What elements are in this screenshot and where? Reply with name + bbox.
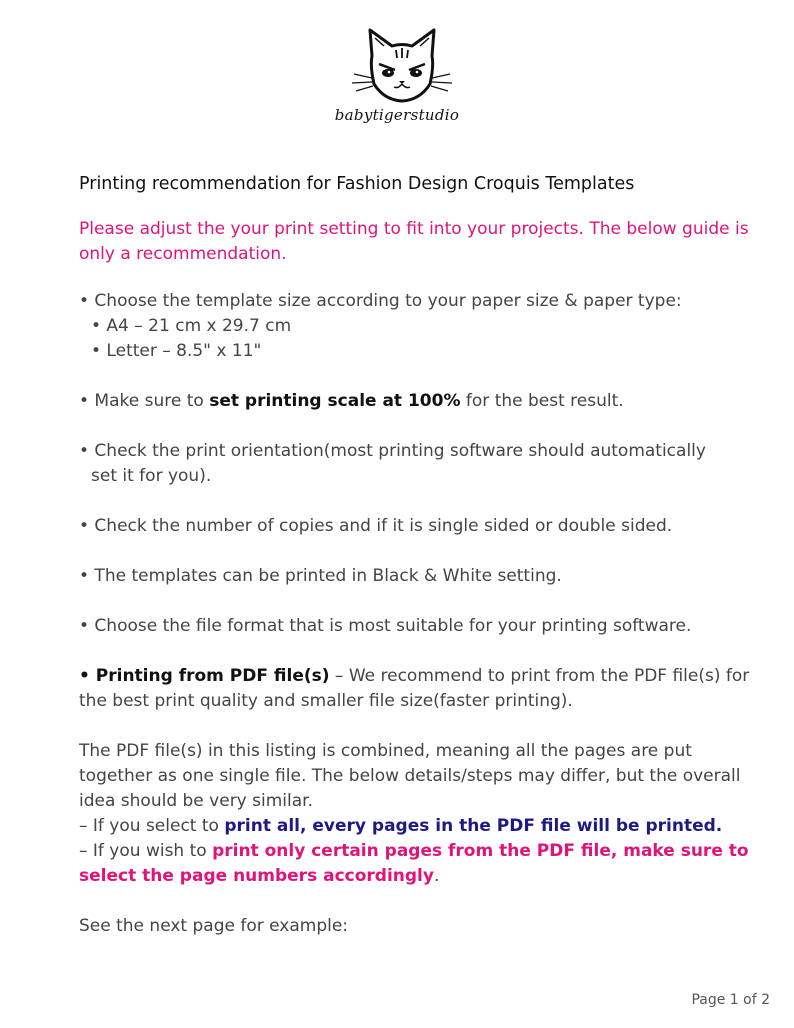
certain-pages-post: . xyxy=(433,866,440,886)
orientation-bullet-line1: • Check the print orientation(most printing software should automatically xyxy=(79,441,706,461)
format-section xyxy=(79,614,759,639)
scale-bullet xyxy=(79,389,759,414)
pdf-info-section xyxy=(79,739,759,889)
size-letter-item: • Letter – 8.5" x 11" xyxy=(91,341,262,361)
certain-pages-pre: – If you wish to xyxy=(79,841,213,861)
orientation-section xyxy=(79,439,759,489)
document-body xyxy=(79,172,759,939)
pdf-bullet xyxy=(79,664,759,714)
size-a4-item: • A4 – 21 cm x 29.7 cm xyxy=(91,316,292,336)
format-bullet: • Choose the file format that is most suitable for your printing software. xyxy=(79,616,692,636)
cat-face-icon xyxy=(332,26,472,106)
print-all-emphasis: print all, every pages in the PDF file will be printed. xyxy=(224,816,723,836)
scale-emphasis: set printing scale at 100% xyxy=(209,391,461,411)
copies-bullet: • Check the number of copies and if it is single sided or double sided. xyxy=(79,516,673,536)
print-all-note xyxy=(79,814,759,839)
pdf-combined-paragraph: The PDF file(s) in this listing is combined, meaning all the pages are put together as one single file. The below details/steps may differ, but the overall idea should be very similar. xyxy=(79,741,741,811)
scale-post-text: for the best result. xyxy=(460,391,624,411)
scale-pre-text: • Make sure to xyxy=(79,391,210,411)
certain-pages-note xyxy=(79,839,759,889)
intro-note: Please adjust the your print setting to fit into your projects. The below guide is only a recommendation. xyxy=(79,219,749,264)
template-size-bullet: • Choose the template size according to your paper size & paper type: xyxy=(79,291,682,311)
bw-bullet: • The templates can be printed in Black & White setting. xyxy=(79,566,562,586)
copies-section xyxy=(79,514,759,539)
certain-pages-emphasis: print only certain pages from the PDF file, make sure to select the page numbers accordingly xyxy=(79,841,749,886)
scale-section xyxy=(79,389,759,414)
orientation-bullet-line2: set it for you). xyxy=(91,466,212,486)
page-number: Page 1 of 2 xyxy=(691,992,770,1008)
pdf-bullet-heading: • Printing from PDF file(s) xyxy=(79,666,330,686)
print-all-pre: – If you select to xyxy=(79,816,225,836)
pdf-bullet-text: – We recommend to print from the PDF file(s) for the best print quality and smaller file size(faster printing). xyxy=(79,666,750,711)
next-page-note: See the next page for example: xyxy=(79,916,349,936)
page-title: Printing recommendation for Fashion Design Croquis Templates xyxy=(79,174,635,194)
bw-section xyxy=(79,564,759,589)
pdf-section xyxy=(79,664,759,714)
template-size-section xyxy=(79,289,759,364)
brand-wordmark: babytigerstudio xyxy=(334,106,460,124)
